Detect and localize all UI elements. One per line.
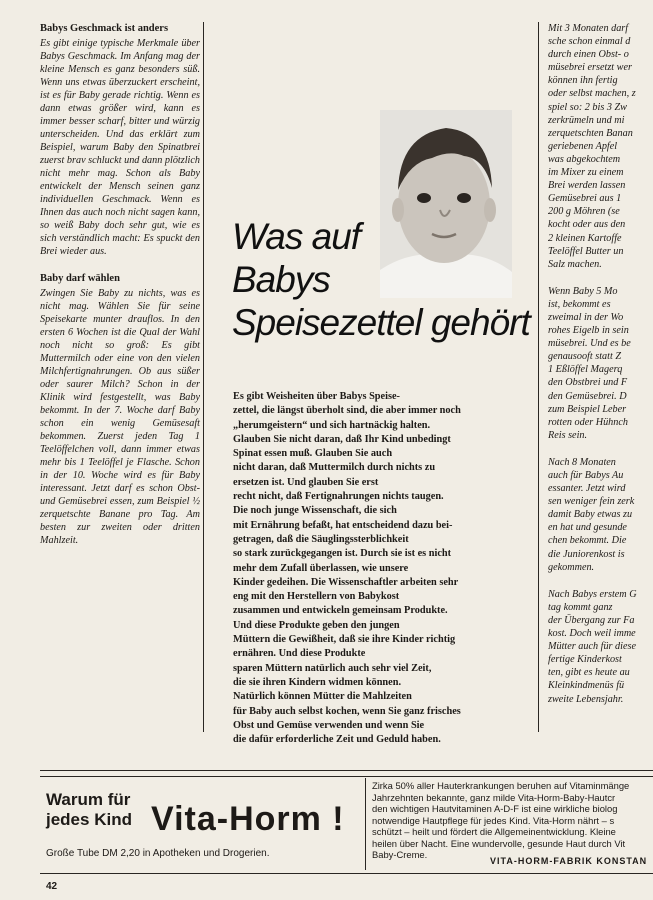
right-column-line: Reis sein. [548, 429, 588, 441]
ad-body-line: Zirka 50% aller Hauterkrankungen beruhen auf Vitaminmänge [372, 780, 630, 791]
right-column-line: zweite Lebensjahr. [548, 693, 624, 705]
headline-line: Babys [232, 259, 330, 300]
intro-line: mehr dem Zufall überlassen, wie unsere [233, 562, 409, 574]
headline-line: Was auf [232, 216, 361, 257]
ad-title-line: Warum für [46, 790, 131, 809]
right-column-line: spiel so: 2 bis 3 Zw [548, 101, 627, 113]
intro-line: „herumgeistern“ und sich hartnäckig halten. [233, 419, 431, 431]
intro-text [233, 390, 513, 747]
ad-divider [40, 776, 653, 777]
right-column-line: müsebrei ersetzt wer [548, 62, 632, 74]
right-column-line: sen weniger fein zerk [548, 496, 635, 508]
intro-line: Die noch junge Wissenschaft, die sich [233, 505, 397, 517]
right-column-line: ten, gibt es heute au [548, 667, 630, 679]
right-column-line: 2 kleinen Kartoffe [548, 232, 622, 244]
right-column-line: sche schon einmal d [548, 36, 631, 48]
right-column-line: können ihn fertig [548, 75, 618, 87]
ad-body [372, 780, 653, 861]
right-column-line: auch für Babys Au [548, 470, 624, 481]
right-column-line: was abgekochtem [548, 153, 621, 165]
right-column-line: Mit 3 Monaten darf [548, 23, 629, 34]
section-text: Es gibt einige typische Merkmale über Babys Geschmack. Im Anfang mag der kleine Mensch es ganz besonders süß. Wenn uns etwas überzuckert erscheint, ist es für Baby gerade richtig. Wenn es dann etwas größer wird, kann es immer besser scharf, bitter und würzig unterscheiden. Und das erklärt zum Beispiel, warum Baby den Spinatbrei zuerst brav schluckt und dann plötzlich nicht mehr mag. Schon als Baby entwickelt der Mensch seinen ganz individuellen Geschmack. Wenn es Ihnen das auch noch nicht sagen kann, so weiß Baby doch sehr gut, wie es sich verständlich macht: Es spuckt den Brei wieder aus. [40, 38, 200, 257]
right-column-line: essanter. Jetzt wird [548, 483, 626, 495]
intro-line: ernähren. Und diese Produkte [233, 648, 366, 660]
column-divider [203, 22, 204, 732]
right-column-line: 200 g Möhren (se [548, 206, 620, 218]
right-column-line: chen bekommt. Die [548, 535, 627, 547]
right-column-line: den Gemüsebrei. D [548, 390, 627, 402]
ad-price-text: Große Tube DM 2,20 in Apotheken und Drogerien. [46, 848, 270, 859]
right-column-line: rohes Eigelb in sein [548, 325, 629, 337]
paragraph-gap [548, 271, 653, 285]
right-column-line: zerkrümeln und mi [548, 114, 625, 126]
paragraph-gap [548, 442, 653, 456]
right-column-line: im Mixer zu einem [548, 167, 624, 179]
intro-line: für Baby auch selbst kochen, wenn Sie ganz frisches [233, 705, 461, 717]
right-column-line: en hat und gesunde [548, 522, 627, 534]
ad-body-line: den wichtigen Hautvitaminen A-D-F ist eine wirkliche biolog [372, 803, 618, 814]
headline [232, 215, 532, 344]
intro-line: so stark zurückgegangen ist. Durch sie ist es nicht [233, 548, 452, 560]
right-column-line: Mütter auch für diese [548, 641, 636, 653]
ad-body-line: notwendige Hautpflege für jedes Kind. Vita-Horm nährt – s [372, 814, 615, 826]
intro-line: mit Ernährung befaßt, hat entscheidend dazu bei- [233, 519, 453, 531]
headline-line: Speisezettel gehört [232, 302, 530, 343]
ad-divider [40, 873, 653, 874]
column-divider [538, 22, 539, 732]
intro-line: Glauben Sie nicht daran, daß Ihr Kind unbedingt [233, 433, 451, 445]
right-column-line: den Obstbrei und F [548, 377, 628, 389]
right-column-line: geriebenen Apfel [548, 140, 618, 152]
intro-line: die sie ihren Kindern widmen können. [233, 676, 402, 688]
intro-line: Obst und Gemüse verwenden und wenn Sie [233, 719, 425, 731]
intro-line: Müttern die Gewißheit, daß sie ihre Kinder richtig [233, 634, 456, 646]
right-column-line: Teelöffel Butter un [548, 245, 624, 257]
ad-footer: VITA-HORM-FABRIK KONSTAN [490, 856, 648, 866]
right-column-line: zerquetschten Banan [548, 127, 633, 139]
right-column-line: fertige Kinderkost [548, 654, 622, 666]
right-column-line: gekommen. [548, 561, 595, 573]
intro-line: die dafür erforderliche Zeit und Geduld haben. [233, 734, 441, 746]
intro-line: Natürlich können Mütter die Mahlzeiten [233, 691, 412, 703]
ad-body-line: Jahrzehnten bekannte, ganz milde Vita-Horm-Baby-Hautcr [372, 791, 616, 803]
intro-line: getragen, daß die Säuglingssterblichkeit [233, 533, 409, 545]
right-column-line: der Übergang zur Fa [548, 614, 635, 626]
intro-line: eng mit den Herstellern von Babykost [233, 591, 400, 603]
right-column-line: Nach Babys erstem G [548, 588, 637, 600]
intro-line: Es gibt Weisheiten über Babys Speise- [233, 391, 400, 402]
right-column-line: zweimal in der Wo [548, 311, 624, 323]
right-column-line: Brei werden lassen [548, 180, 626, 192]
right-column-line: Wenn Baby 5 Mo [548, 285, 618, 297]
right-column-line: oder selbst machen, z [548, 88, 636, 100]
right-column-line: 1 Eßlöffel Magerq [548, 364, 623, 376]
ad-body-line: heilen über Nacht. Eine wundervolle, gesunde Haut durch Vit [372, 837, 626, 849]
ad-body-line: Baby-Creme. [372, 849, 428, 860]
right-column-line: kost. Doch weil imme [548, 628, 636, 640]
right-column-line: Kleinkindmenüs fü [548, 680, 625, 692]
intro-line: recht nicht, daß Fertignahrungen nichts taugen. [233, 491, 444, 503]
right-column-line: durch einen Obst- o [548, 49, 629, 61]
intro-line: zusammen und entwickeln gemeinsam Produkte. [233, 605, 448, 617]
paragraph-gap [548, 574, 653, 588]
right-column [548, 22, 653, 706]
intro-line: ersetzen ist. Und glauben Sie erst [233, 476, 379, 488]
ad-body-line: schützt – heilt und fördert die Allgemeinentwicklung. Kleine [372, 826, 616, 837]
right-column-line: die Juniorenkost is [548, 548, 625, 560]
right-column-line: tag kommt ganz [548, 601, 613, 613]
intro-line: nicht daran, daß Muttermilch durch nichts zu [233, 462, 436, 474]
right-column-line: müsebrei. Und es be [548, 338, 631, 350]
right-column-line: kocht oder aus den [548, 219, 626, 231]
right-column-line: genausooft statt Z [548, 351, 622, 363]
brand-logo: Vita-Horm ! [151, 800, 345, 838]
right-column-line: rotten oder Hühnch [548, 416, 628, 428]
section-heading: Baby darf wählen [40, 273, 120, 284]
section-text: Zwingen Sie Baby zu nichts, was es nicht mag. Wählen Sie für seine Speisekarte munter drauflos. In den ersten 6 Wochen ist die Qual der Wahl noch nicht so groß: Es gibt Muttermilch oder eine von den vielen Milchfertignahrungen. Ob aus süßer oder saurer Milch? Schon in der Klinik wird festgestellt, was Baby bekommt. In der 7. Woche darf Baby schon ein wenig Gemüsesaft bekommen. Zuerst jeden Tag 1 Teelöffelchen voll, dann immer etwas mehr bis 1 Teelöffel je Flasche. Schon in der 10. Woche wird es für Baby interessant. Jetzt darf es schon Obst- und Gemüsebrei essen, zum Beispiel ½ zerquetschte Banane pro Tag. Am besten zur zweiten oder dritten Mahlzeit. [40, 288, 200, 546]
intro-line: Und diese Produkte geben den jungen [233, 619, 400, 631]
right-column-line: Nach 8 Monaten [548, 456, 616, 468]
left-column [40, 22, 200, 547]
intro-line: Kinder gedeihen. Die Wissenschaftler arbeiten sehr [233, 576, 459, 588]
right-column-line: zum Beispiel Leber [548, 403, 627, 415]
advertisement [46, 790, 356, 859]
intro-line: zettel, die längst überholt sind, die aber immer noch [233, 405, 461, 417]
page-number: 42 [46, 881, 58, 892]
ad-title-line: jedes Kind [46, 810, 132, 829]
right-column-clip [540, 0, 653, 740]
right-column-line: Gemüsebrei aus 1 [548, 193, 622, 205]
right-column-line: damit Baby etwas zu [548, 509, 633, 521]
intro-line: sparen Müttern natürlich auch sehr viel Zeit, [233, 662, 432, 674]
ad-divider [365, 778, 366, 870]
right-column-line: Salz machen. [548, 258, 602, 270]
section-heading: Babys Geschmack ist anders [40, 23, 169, 34]
ad-divider [40, 770, 653, 771]
right-column-line: ist, bekommt es [548, 298, 611, 310]
intro-line: Spinat essen muß. Glauben Sie auch [233, 448, 393, 460]
